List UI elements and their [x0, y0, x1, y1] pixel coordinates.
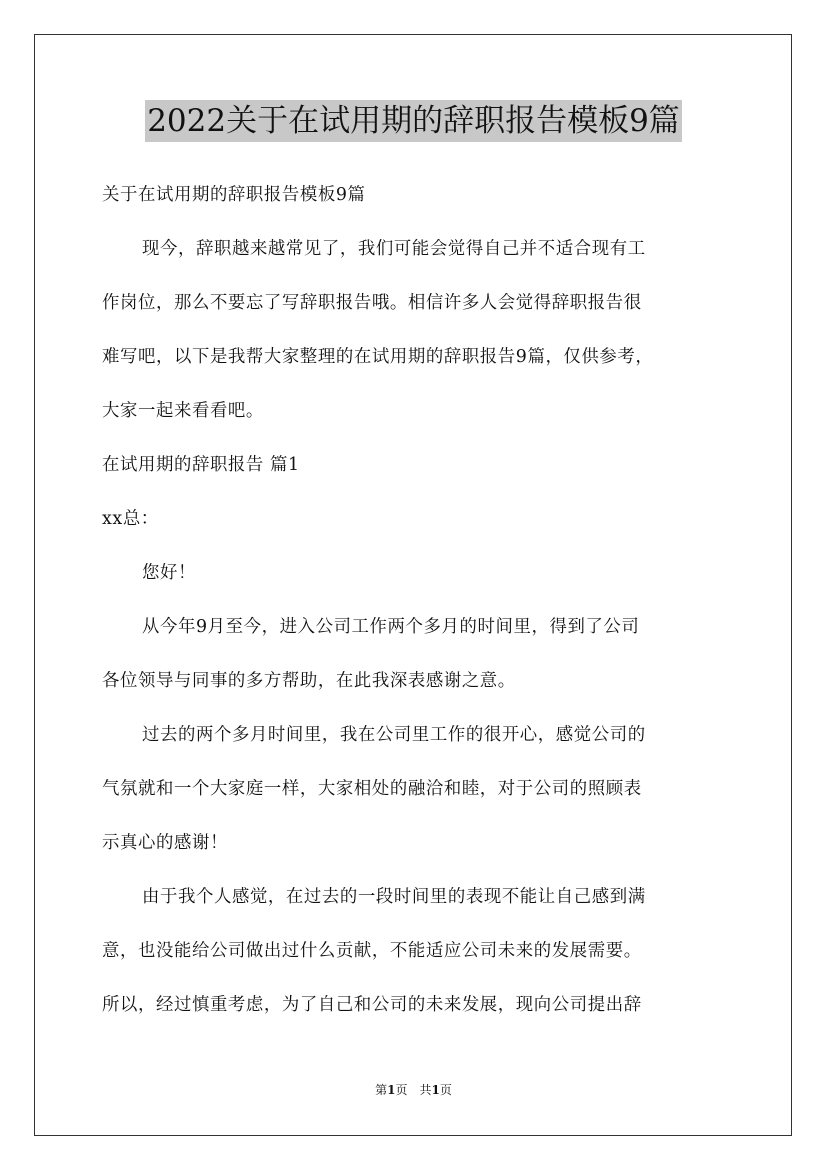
greeting: 您好！ — [142, 563, 196, 583]
subtitle-line: 关于在试用期的辞职报告模板9篇 — [102, 185, 366, 205]
page-footer — [0, 1082, 827, 1098]
paragraph-line: 意，也没能给公司做出过什么贡献，不能适应公司未来的发展需要。 — [102, 941, 642, 961]
paragraph-line: 示真心的感谢！ — [102, 833, 228, 853]
paragraph-line: 从今年9月至今，进入公司工作两个多月的时间里，得到了公司 — [142, 617, 640, 637]
paragraph-line: 难写吧，以下是我帮大家整理的在试用期的辞职报告9篇，仅供参考， — [102, 347, 654, 367]
paragraph-line: 现今，辞职越来越常见了，我们可能会觉得自己并不适合现有工 — [142, 239, 646, 259]
title-container — [0, 100, 827, 142]
paragraph-line: 气氛就和一个大家庭一样，大家相处的融洽和睦，对于公司的照顾表 — [102, 779, 642, 799]
section-heading: 在试用期的辞职报告 篇1 — [102, 455, 300, 475]
page-number: 第1页 共1页 — [375, 1083, 452, 1097]
document-title: 2022关于在试用期的辞职报告模板9篇 — [145, 100, 682, 142]
paragraph-line: 各位领导与同事的多方帮助，在此我深表感谢之意。 — [102, 671, 516, 691]
salutation: xx总： — [102, 509, 159, 529]
paragraph-line: 由于我个人感觉，在过去的一段时间里的表现不能让自己感到满 — [142, 887, 646, 907]
paragraph-line: 所以，经过慎重考虑，为了自己和公司的未来发展，现向公司提出辞 — [102, 995, 642, 1015]
paragraph-line: 大家一起来看看吧。 — [102, 401, 264, 421]
document-body — [102, 168, 742, 1032]
paragraph-line: 过去的两个多月时间里，我在公司里工作的很开心，感觉公司的 — [142, 725, 646, 745]
paragraph-line: 作岗位，那么不要忘了写辞职报告哦。相信许多人会觉得辞职报告很 — [102, 293, 642, 313]
